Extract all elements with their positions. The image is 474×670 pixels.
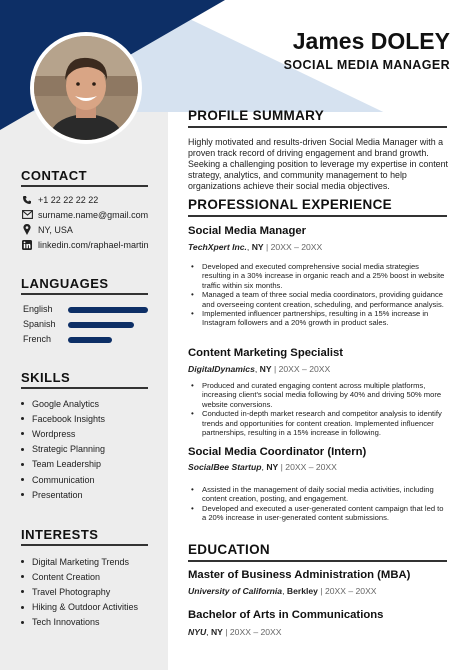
language-label: Spanish xyxy=(23,319,56,329)
list-item: Wordpress xyxy=(21,426,105,441)
job-meta: SocialBee Startup, NY | 20XX – 20XX xyxy=(188,462,337,472)
education-divider xyxy=(188,560,447,562)
education-degree: Master of Business Administration (MBA) xyxy=(188,569,411,581)
interests-list xyxy=(21,554,138,630)
languages-heading: LANGUAGES xyxy=(21,276,109,291)
language-level-bar xyxy=(68,337,112,343)
phone-icon xyxy=(21,194,33,205)
job-company: SocialBee Startup xyxy=(188,462,262,472)
contact-location-text: NY, USA xyxy=(38,224,73,235)
language-level-bar xyxy=(68,322,134,328)
job-location: NY xyxy=(251,242,264,252)
education-dates: 20XX – 20XX xyxy=(229,627,282,637)
education-dates: 20XX – 20XX xyxy=(324,586,377,596)
profile-photo-image xyxy=(34,36,138,140)
language-row xyxy=(23,334,149,344)
job-company: DigitalDynamics xyxy=(188,364,255,374)
skills-heading: SKILLS xyxy=(21,370,71,385)
education-meta: NYU, NY | 20XX – 20XX xyxy=(188,627,282,637)
education-school: University of California xyxy=(188,586,283,596)
list-item: Hiking & Outdoor Activities xyxy=(21,600,138,615)
profile-divider xyxy=(188,126,447,128)
education-degree: Bachelor of Arts in Communications xyxy=(188,609,384,621)
list-item: • Managed a team of three social media coordinators, providing guidance and overseeing content creation, scheduling, and performance analysis. xyxy=(190,290,448,309)
contact-linkedin[interactable] xyxy=(21,239,149,250)
job-bullets xyxy=(190,485,448,523)
list-item: Tech Innovations xyxy=(21,615,138,630)
education-location: NY xyxy=(210,627,223,637)
job-location: NY xyxy=(259,364,272,374)
contact-phone xyxy=(21,194,98,205)
list-item: Content Creation xyxy=(21,569,138,584)
languages-divider xyxy=(21,293,148,295)
list-item: • Assisted in the management of daily social media activities, including content creation, posting, and engagement. xyxy=(190,485,448,504)
contact-phone-text: +1 22 22 22 22 xyxy=(38,194,99,205)
candidate-name: James DOLEY xyxy=(292,28,450,54)
job-dates: 20XX – 20XX xyxy=(270,242,323,252)
list-item: Team Leadership xyxy=(21,457,105,472)
education-heading: EDUCATION xyxy=(188,542,270,557)
education-school: NYU xyxy=(188,627,207,637)
job-meta: DigitalDynamics, NY | 20XX – 20XX xyxy=(188,364,331,374)
list-item: • Produced and curated engaging content across multiple platforms, increasing client's social media following by 40% and driving 50% more website conversions. xyxy=(190,381,448,409)
job-bullets xyxy=(190,262,448,328)
job-title: Social Media Manager xyxy=(188,225,307,237)
contact-heading: CONTACT xyxy=(21,168,88,183)
job-dates: 20XX – 20XX xyxy=(278,364,331,374)
list-item: • Implemented influencer partnerships, resulting in a 15% increase in Instagram followers and a 20% growth in product sales. xyxy=(190,309,448,328)
contact-email-text: surname.name@gmail.com xyxy=(38,209,149,220)
job-bullets xyxy=(190,381,448,437)
list-item: Presentation xyxy=(21,487,105,502)
profile-heading: PROFILE SUMMARY xyxy=(188,108,324,123)
contact-email xyxy=(21,209,148,220)
profile-summary-text: Highly motivated and results-driven Social Media Manager with a proven track record of driving engagement and brand growth. Seeking a challenging position to leverage my expertise in content strategy, analytics, and community management to help organizations achieve their social media objectives. xyxy=(188,137,449,191)
job-location: NY xyxy=(266,462,279,472)
list-item: Communication xyxy=(21,472,105,487)
skills-divider xyxy=(21,387,148,389)
job-dates: 20XX – 20XX xyxy=(285,462,337,472)
contact-linkedin-text[interactable]: linkedin.com/raphael-martin xyxy=(38,239,149,250)
list-item: • Conducted in-depth market research and competitor analysis to identify trends and opportunities for content creation. Implemented influencer partnerships, resulting in a 15% increase in following. xyxy=(190,409,448,437)
candidate-title: SOCIAL MEDIA MANAGER xyxy=(283,58,450,72)
contact-divider xyxy=(21,185,148,187)
list-item: Digital Marketing Trends xyxy=(21,554,138,569)
linkedin-icon xyxy=(21,239,33,250)
language-level-bar xyxy=(68,307,148,313)
location-pin-icon xyxy=(21,224,33,235)
language-label: English xyxy=(23,304,53,314)
interests-heading: INTERESTS xyxy=(21,527,99,542)
experience-heading: PROFESSIONAL EXPERIENCE xyxy=(188,197,392,212)
list-item: • Developed and executed a user-generated content campaign that led to a 20% increase in user-generated content submissions. xyxy=(190,504,448,523)
language-row xyxy=(23,304,149,314)
list-item: Google Analytics xyxy=(21,396,105,411)
profile-photo xyxy=(30,32,142,144)
interests-divider xyxy=(21,544,148,546)
list-item: Facebook Insights xyxy=(21,411,105,426)
list-item: Travel Photography xyxy=(21,584,138,599)
job-title: Content Marketing Specialist xyxy=(188,347,344,359)
job-title: Social Media Coordinator (Intern) xyxy=(188,446,367,458)
language-row xyxy=(23,319,149,329)
list-item: Strategic Planning xyxy=(21,442,105,457)
job-company: TechXpert Inc. xyxy=(188,242,247,252)
job-meta: TechXpert Inc., NY | 20XX – 20XX xyxy=(188,242,323,252)
contact-location xyxy=(21,224,73,235)
education-location: Berkley xyxy=(286,586,318,596)
list-item: • Developed and executed comprehensive social media strategies resulting in a 30% increase in organic reach and a 25% boost in website traffic within six months. xyxy=(190,262,448,290)
skills-list xyxy=(21,396,105,502)
experience-divider xyxy=(188,215,447,217)
language-label: French xyxy=(23,334,52,344)
email-icon xyxy=(21,209,33,220)
education-meta: University of California, Berkley | 20XX – 20XX xyxy=(188,586,377,596)
